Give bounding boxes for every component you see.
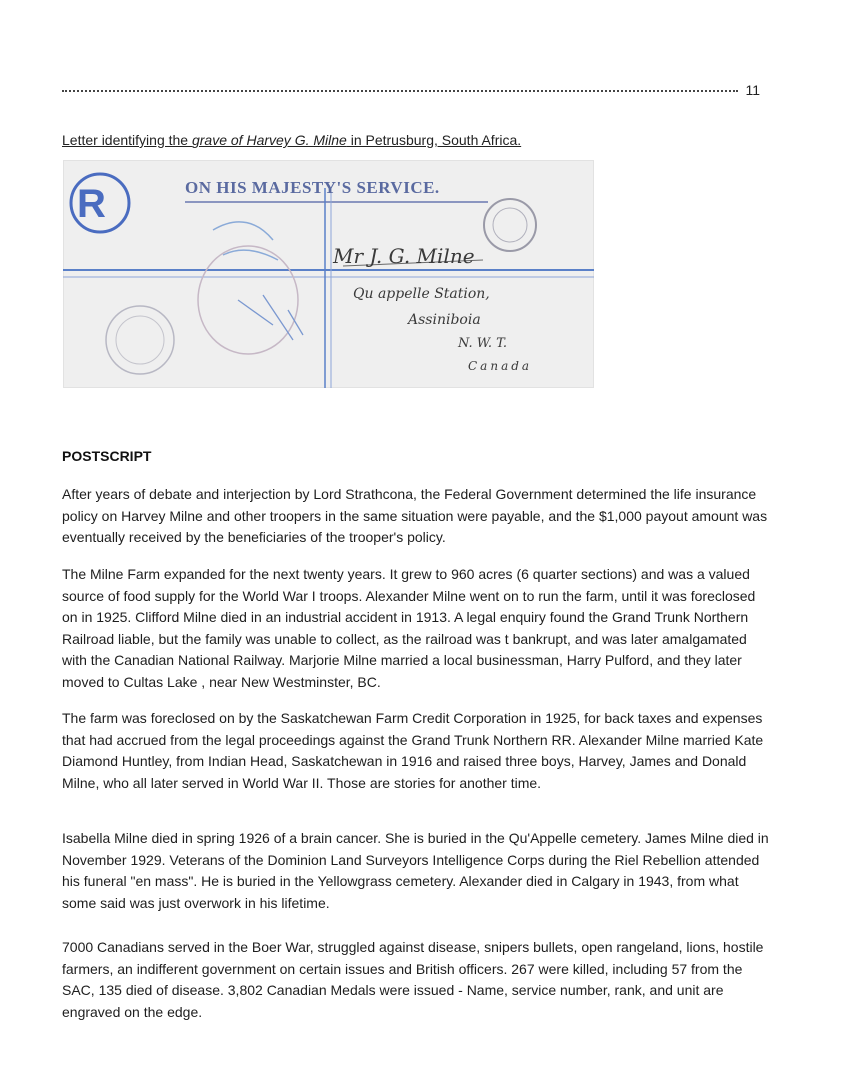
dot-leader: [62, 90, 738, 92]
caption-prefix: Letter identifying the: [62, 132, 192, 148]
paragraph: The Milne Farm expanded for the next twenty years. It grew to 960 acres (6 quarter sections) and was a valued source of food supply for the World War I troops. Alexander Milne went on to run the farm, until it was foreclosed on in 1925. Clifford Milne died in an industrial accident in 1913. A legal enquiry found the Grand Trunk Northern Railroad liable, but the family was unable to collect, as the railroad was t bankrupt, and was later amalgamated with the Canadian National Railway. Marjorie Milne married a local businessman, Harry Pulford, and they later moved to Cultas Lake , near New Westminster, BC.: [62, 566, 756, 690]
section-title: POSTSCRIPT: [62, 448, 152, 464]
address-line-2: Assiniboia: [408, 312, 481, 328]
figure-caption: [62, 132, 521, 148]
address-line-4: Canada: [468, 359, 533, 373]
envelope-image: [63, 160, 594, 388]
paragraph: Isabella Milne died in spring 1926 of a brain cancer. She is buried in the Qu'Appelle cemetery. James Milne died in November 1929. Veterans of the Dominion Land Surveyors Intelligence Corps during the Riel Rebellion attended his funeral "en mass". He is buried in the Yellowgrass cemetery. Alexander died in Calgary in 1943, from what some said was just overwork in his lifetime.: [62, 830, 769, 911]
paragraph: The farm was foreclosed on by the Saskatchewan Farm Credit Corporation in 1925, for back taxes and expenses that had accrued from the legal proceedings against the Grand Trunk Northern RR. Alexander Milne married Kate Diamond Huntley, from Indian Head, Saskatchewan in 1916 and raised three boys, Harvey, James and Donald Milne, who all later served in World War II. Those are stories for another time.: [62, 710, 764, 791]
paragraph: After years of debate and interjection by Lord Strathcona, the Federal Government determined the life insurance policy on Harvey Milne and other troopers in the same situation were payable, and the $1,000 payout amount was eventually received by the beneficiaries of the trooper's policy.: [62, 486, 768, 545]
address-line-3: N. W. T.: [458, 336, 508, 351]
caption-suffix: in Petrusburg, South Africa.: [346, 132, 522, 148]
paragraph: 7000 Canadians served in the Boer War, struggled against disease, snipers bullets, open rangeland, lions, hostile farmers, an indifferent government on certain issues and British officers. 267 were killed, including 57 from the SAC, 135 died of disease. 3,802 Canadian Medals were issued - Name, service number, rank, and unit are engraved on the edge.: [62, 939, 764, 1020]
page-header: [62, 82, 762, 100]
page-number: 11: [745, 82, 760, 98]
addressee-name: Mr J. G. Milne: [333, 244, 475, 268]
envelope-heading: ON HIS MAJESTY'S SERVICE.: [185, 178, 440, 197]
caption-italic: grave of Harvey G. Milne: [191, 132, 347, 148]
registered-mark: R: [77, 182, 106, 226]
address-line-1: Qu appelle Station,: [353, 286, 490, 302]
